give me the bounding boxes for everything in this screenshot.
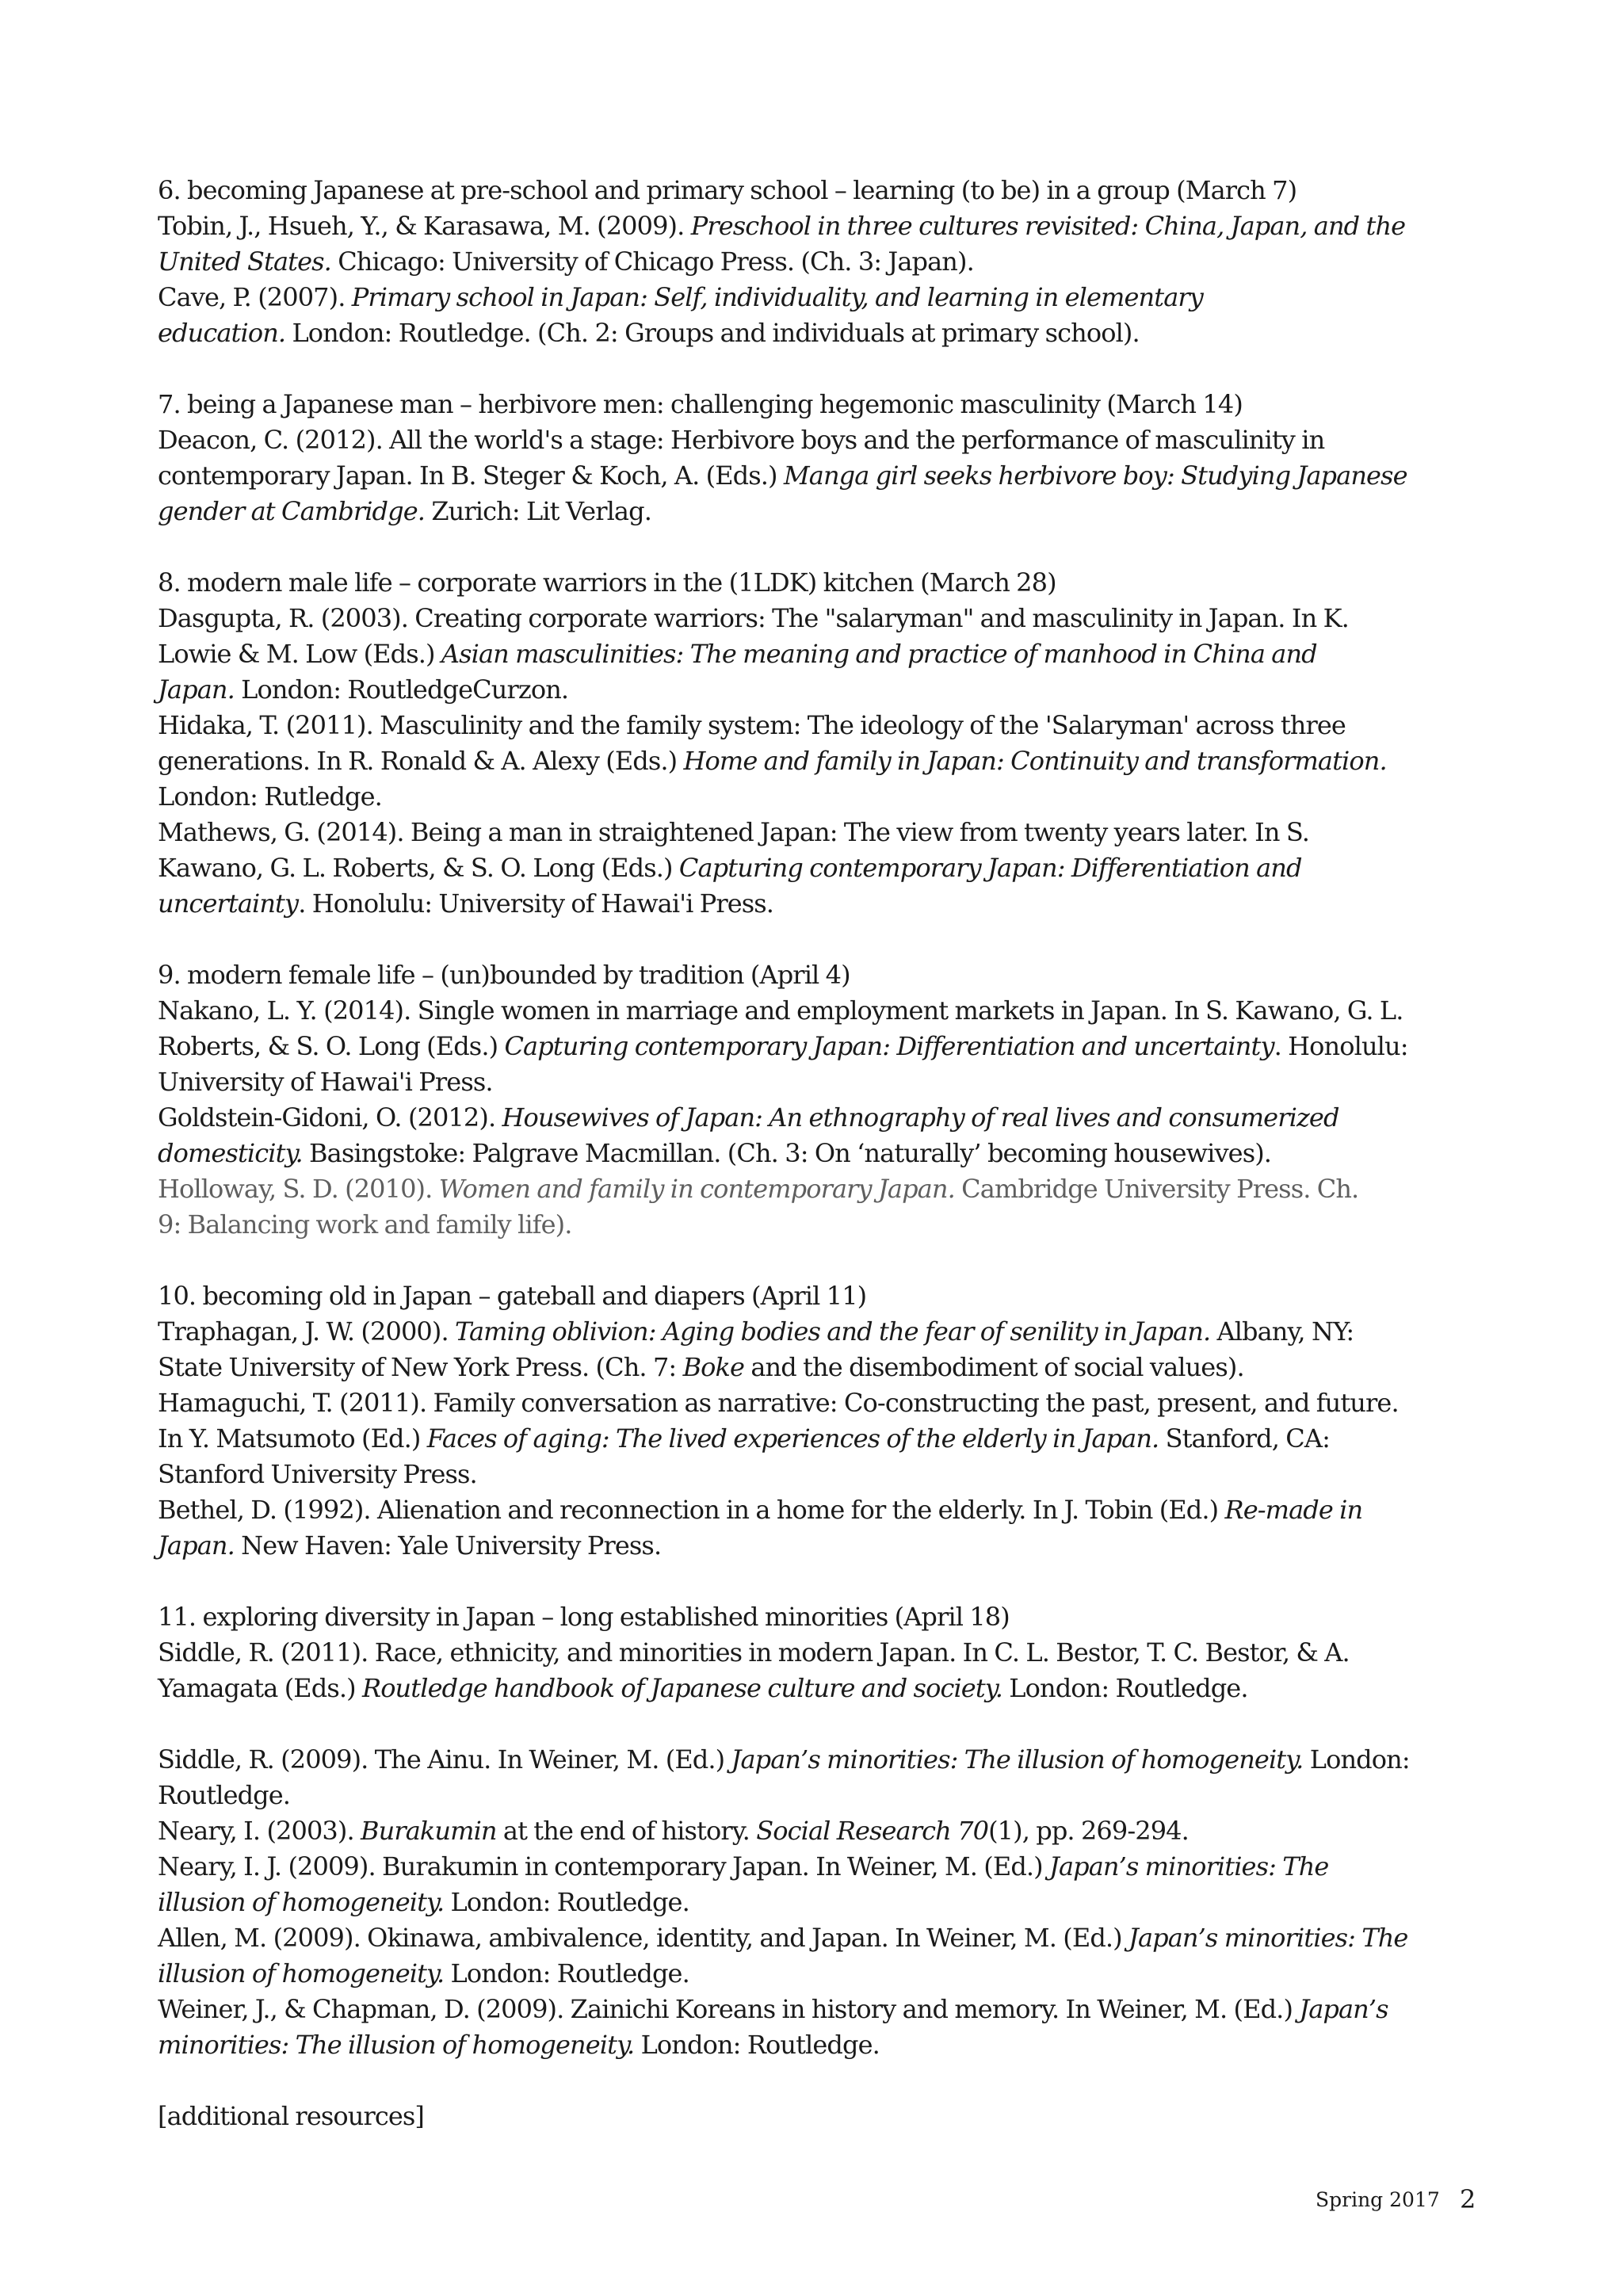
text-segment: Albany, NY: <box>1210 1316 1354 1347</box>
text-segment: at the end of history. <box>496 1816 757 1846</box>
italic-title-segment: Preschool in three cultures revisited: China, Japan, and the <box>690 211 1406 241</box>
text-segment: Yamagata (Eds.) <box>158 1673 362 1703</box>
text-line <box>158 1457 1489 1492</box>
text-segment: Tobin, J., Hsueh, Y., & Karasawa, M. (2009). <box>158 211 691 241</box>
text-line <box>158 957 1489 993</box>
text-segment: Chicago: University of Chicago Press. (Ch. 3: Japan). <box>330 246 974 277</box>
text-segment: New Haven: Yale University Press. <box>234 1530 662 1561</box>
text-segment: London: <box>1303 1744 1410 1775</box>
text-line <box>158 1813 1489 1849</box>
text-segment: Dasgupta, R. (2003). Creating corporate warriors: The "salaryman" and masculinity in Japan. In K. <box>158 603 1349 633</box>
text-line <box>158 601 1489 636</box>
text-line <box>158 1350 1489 1385</box>
text-segment: Cambridge University Press. Ch. <box>954 1174 1359 1204</box>
text-line <box>158 1671 1489 1706</box>
text-line <box>158 208 1489 244</box>
italic-title-segment: Boke <box>682 1352 745 1382</box>
text-line <box>158 387 1489 422</box>
text-segment: and the disembodiment of social values). <box>744 1352 1244 1382</box>
text-segment: contemporary Japan. In B. Steger & Koch, A. (Eds.) <box>158 460 784 491</box>
text-line <box>158 779 1489 815</box>
text-line <box>158 993 1489 1029</box>
text-segment: Goldstein-Gidoni, O. (2012). <box>158 1102 502 1133</box>
text-line <box>158 1920 1489 1956</box>
text-segment: Siddle, R. (2011). Race, ethnicity, and minorities in modern Japan. In C. L. Bestor, T. C. Bestor, & A. <box>158 1637 1350 1668</box>
text-segment: Bethel, D. (1992). Alienation and reconnection in a home for the elderly. In J. Tobin (Ed.) <box>158 1495 1225 1525</box>
italic-title-segment: Japan. <box>158 1530 235 1561</box>
italic-title-segment: minorities: The illusion of homogeneity. <box>158 2030 635 2060</box>
text-segment: Mathews, G. (2014). Being a man in straightened Japan: The view from twenty years later. In S. <box>158 817 1310 847</box>
italic-title-segment: United States. <box>158 246 331 277</box>
text-line <box>158 422 1489 458</box>
text-segment: . Honolulu: <box>1274 1031 1408 1061</box>
text-line <box>158 1992 1489 2027</box>
text-line <box>158 1100 1489 1136</box>
italic-title-segment: Capturing contemporary Japan: Differentiation and uncertainty <box>504 1031 1274 1061</box>
text-segment: London: Rutledge. <box>158 781 382 812</box>
text-segment: Hamaguchi, T. (2011). Family conversation as narrative: Co-constructing the past, present, and future. <box>158 1388 1399 1418</box>
text-line <box>158 244 1489 280</box>
text-line <box>158 672 1489 708</box>
italic-title-segment: illusion of homogeneity. <box>158 1887 445 1917</box>
text-segment: London: RoutledgeCurzon. <box>234 674 569 705</box>
text-segment: Kawano, G. L. Roberts, & S. O. Long (Eds.) <box>158 853 679 883</box>
text-line <box>158 1492 1489 1528</box>
italic-title-segment: gender at Cambridge. <box>158 496 426 526</box>
italic-title-segment: Primary school in Japan: Self, individuality, and learning in elementary <box>351 282 1203 312</box>
text-segment: (1), pp. 269-294. <box>988 1816 1189 1846</box>
text-segment: Stanford University Press. <box>158 1459 477 1489</box>
text-segment: Holloway, S. D. (2010). <box>158 1174 439 1204</box>
text-line <box>158 280 1489 315</box>
italic-title-segment: Re-made in <box>1224 1495 1363 1525</box>
text-segment: Zurich: Lit Verlag. <box>425 496 651 526</box>
text-line <box>158 2027 1489 2063</box>
text-line <box>158 1956 1489 1992</box>
italic-title-segment: Manga girl seeks herbivore boy: Studying Japanese <box>783 460 1407 491</box>
blank-line <box>158 351 1489 387</box>
blank-line <box>158 2063 1489 2099</box>
italic-title-segment: domesticity. <box>158 1138 303 1168</box>
text-line <box>158 1207 1489 1243</box>
text-segment: [additional resources] <box>158 2101 425 2131</box>
text-segment: 7. being a Japanese man – herbivore men: challenging hegemonic masculinity (March 14) <box>158 389 1243 419</box>
blank-line <box>158 922 1489 957</box>
text-line <box>158 850 1489 886</box>
text-line <box>158 1599 1489 1635</box>
text-line <box>158 1778 1489 1813</box>
text-segment: London: Routledge. <box>444 1887 689 1917</box>
italic-title-segment: illusion of homogeneity. <box>158 1958 445 1988</box>
italic-title-segment: Home and family in Japan: Continuity and transformation. <box>683 746 1387 776</box>
italic-title-segment: Asian masculinities: The meaning and practice of manhood in China and <box>441 639 1317 669</box>
text-line <box>158 1171 1489 1207</box>
italic-title-segment: Japan’s minorities: The <box>1049 1851 1329 1881</box>
footer-semester-label: Spring 2017 <box>1316 2188 1440 2211</box>
text-line <box>158 708 1489 743</box>
document-body <box>158 173 1489 2134</box>
text-segment: Basingstoke: Palgrave Macmillan. (Ch. 3: On ‘naturally’ becoming housewives). <box>302 1138 1272 1168</box>
text-segment: 9: Balancing work and family life). <box>158 1209 572 1240</box>
italic-title-segment: Japan’s minorities: The illusion of homogeneity. <box>731 1744 1304 1775</box>
text-line <box>158 1029 1489 1064</box>
text-segment: Stanford, CA: <box>1159 1423 1330 1454</box>
text-segment: 9. modern female life – (un)bounded by tradition (April 4) <box>158 960 850 990</box>
text-line <box>158 458 1489 494</box>
blank-line <box>158 1564 1489 1599</box>
text-segment: 10. becoming old in Japan – gateball and diapers (April 11) <box>158 1281 867 1311</box>
text-line <box>158 1385 1489 1421</box>
text-segment: London: Routledge. <box>444 1958 689 1988</box>
text-line <box>158 1278 1489 1314</box>
text-segment: Deacon, C. (2012). All the world's a stage: Herbivore boys and the performance of masculinity in <box>158 425 1325 455</box>
italic-title-segment: Taming oblivion: Aging bodies and the fear of senility in Japan. <box>455 1316 1211 1347</box>
italic-title-segment: Japan’s <box>1299 1994 1388 2024</box>
text-line <box>158 494 1489 529</box>
italic-title-segment: Japan. <box>158 674 235 705</box>
italic-title-segment: Routledge handbook of Japanese culture and society. <box>362 1673 1002 1703</box>
text-line <box>158 1849 1489 1885</box>
text-segment: Allen, M. (2009). Okinawa, ambivalence, identity, and Japan. In Weiner, M. (Ed.) <box>158 1923 1129 1953</box>
text-line <box>158 173 1489 208</box>
text-segment: Traphagan, J. W. (2000). <box>158 1316 455 1347</box>
text-segment: London: Routledge. <box>634 2030 880 2060</box>
text-segment: London: Routledge. (Ch. 2: Groups and individuals at primary school). <box>285 318 1140 348</box>
text-segment: Weiner, J., & Chapman, D. (2009). Zainichi Koreans in history and memory. In Weiner, M. (Ed.) <box>158 1994 1300 2024</box>
text-segment: University of Hawai'i Press. <box>158 1067 493 1097</box>
text-segment: Routledge. <box>158 1780 291 1810</box>
text-line <box>158 636 1489 672</box>
italic-title-segment: education. <box>158 318 286 348</box>
text-segment: 6. becoming Japanese at pre-school and primary school – learning (to be) in a group (March 7) <box>158 175 1297 205</box>
italic-title-segment: Housewives of Japan: An ethnography of real lives and consumerized <box>502 1102 1339 1133</box>
text-segment: . Honolulu: University of Hawai'i Press. <box>298 888 774 919</box>
text-segment: In Y. Matsumoto (Ed.) <box>158 1423 427 1454</box>
text-segment: State University of New York Press. (Ch. 7: <box>158 1352 683 1382</box>
text-segment: Neary, I. (2003). <box>158 1816 361 1846</box>
text-line <box>158 1064 1489 1100</box>
text-line <box>158 565 1489 601</box>
text-segment: Hidaka, T. (2011). Masculinity and the family system: The ideology of the 'Salaryman' across three <box>158 710 1346 740</box>
text-segment: Cave, P. (2007). <box>158 282 352 312</box>
italic-title-segment: Burakumin <box>361 1816 497 1846</box>
blank-line <box>158 1243 1489 1278</box>
text-line <box>158 886 1489 922</box>
text-line <box>158 743 1489 779</box>
italic-title-segment: Women and family in contemporary Japan. <box>438 1174 955 1204</box>
text-segment: Lowie & M. Low (Eds.) <box>158 639 441 669</box>
italic-title-segment: Social Research 70 <box>756 1816 989 1846</box>
text-segment: 11. exploring diversity in Japan – long established minorities (April 18) <box>158 1602 1010 1632</box>
text-line <box>158 815 1489 850</box>
italic-title-segment: Japan’s minorities: The <box>1128 1923 1408 1953</box>
text-line <box>158 315 1489 351</box>
text-line <box>158 1742 1489 1778</box>
text-segment: Siddle, R. (2009). The Ainu. In Weiner, M. (Ed.) <box>158 1744 731 1775</box>
text-segment: Nakano, L. Y. (2014). Single women in marriage and employment markets in Japan. In S. Kawano, G. L. <box>158 995 1403 1026</box>
text-segment: Neary, I. J. (2009). Burakumin in contemporary Japan. In Weiner, M. (Ed.) <box>158 1851 1050 1881</box>
italic-title-segment: Faces of aging: The lived experiences of the elderly in Japan. <box>426 1423 1159 1454</box>
text-segment: 8. modern male life – corporate warriors in the (1LDK) kitchen (March 28) <box>158 567 1056 598</box>
text-line <box>158 2099 1489 2134</box>
text-line <box>158 1314 1489 1350</box>
text-line <box>158 1136 1489 1171</box>
text-segment: generations. In R. Ronald & A. Alexy (Eds.) <box>158 746 684 776</box>
text-line <box>158 1635 1489 1671</box>
text-line <box>158 1885 1489 1920</box>
text-segment: London: Routledge. <box>1002 1673 1248 1703</box>
text-line <box>158 1528 1489 1564</box>
text-line <box>158 1421 1489 1457</box>
blank-line <box>158 1706 1489 1742</box>
blank-line <box>158 529 1489 565</box>
italic-title-segment: Capturing contemporary Japan: Differentiation and <box>678 853 1302 883</box>
italic-title-segment: uncertainty <box>158 888 299 919</box>
text-segment: Roberts, & S. O. Long (Eds.) <box>158 1031 505 1061</box>
page-number: 2 <box>1460 2184 1476 2214</box>
